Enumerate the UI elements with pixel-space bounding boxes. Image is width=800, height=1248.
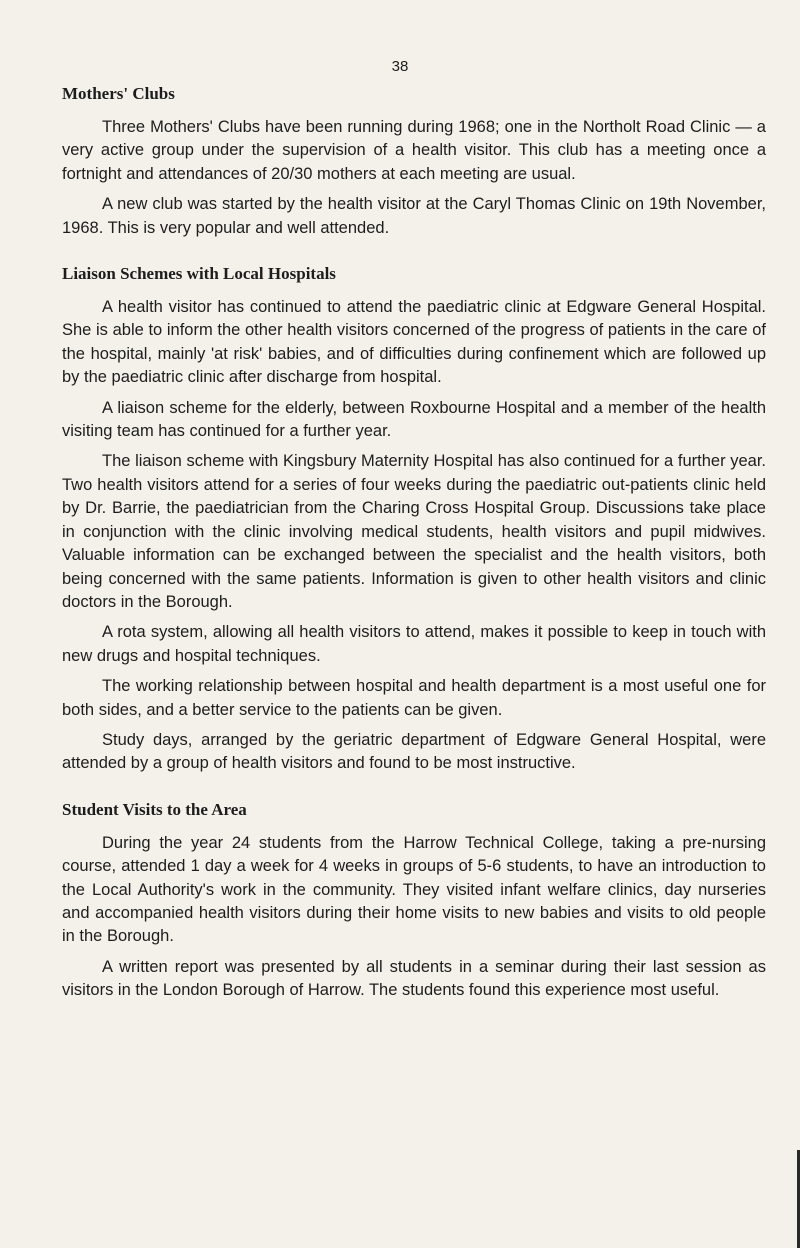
paragraph: Study days, arranged by the geriatric department of Edgware General Hospital, were attended by a group of health visitors and found to be most instructive.	[62, 730, 766, 773]
paragraph: A rota system, allowing all health visitors to attend, makes it possible to keep in touch with new drugs and hospital techniques.	[62, 623, 766, 665]
paragraph: A liaison scheme for the elderly, between Roxbourne Hospital and a member of the health visiting team has continued for a further year.	[62, 398, 766, 441]
section-heading: Student Visits to the Area	[62, 799, 247, 819]
paragraph: During the year 24 students from the Harrow Technical College, taking a pre-nursing course, attended 1 day a week for 4 weeks in groups of 5-6 students, to have an introduction to the Local Authority's work in the community. They visited infant welfare clinics, day nurseries and accompanied health visitors during their home visits to new babies and visits to old people in the Borough.	[62, 833, 766, 946]
section-student-visits	[62, 798, 766, 1003]
document-body	[62, 82, 766, 1025]
paragraph: A health visitor has continued to attend the paediatric clinic at Edgware General Hospital. She is able to inform the other health visitors concerned of the progress of patients in the care of the hospital, mainly 'at risk' babies, and of difficulties during confinement which are followed up by the paediatric clinic after discharge from hospital.	[62, 298, 766, 387]
section-mothers-clubs	[62, 82, 766, 240]
section-heading: Mothers' Clubs	[62, 84, 175, 103]
paragraph: A new club was started by the health visitor at the Caryl Thomas Clinic on 19th November, 1968. This is very popular and well attended.	[62, 195, 766, 237]
paragraph: A written report was presented by all students in a seminar during their last session as visitors in the London Borough of Harrow. The students found this experience most useful.	[62, 957, 766, 1000]
paragraph: Three Mothers' Clubs have been running during 1968; one in the Northolt Road Clinic — a very active group under the supervision of a health visitor. This club has a meeting once a fortnight and attendances of 20/30 mothers at each meeting are usual.	[62, 118, 766, 183]
page-number: 38	[391, 58, 409, 75]
section-heading: Liaison Schemes with Local Hospitals	[62, 264, 336, 284]
paragraph: The working relationship between hospital and health department is a most useful one for both sides, and a better service to the patients can be given.	[62, 677, 766, 719]
paragraph: The liaison scheme with Kingsbury Maternity Hospital has also continued for a further year. Two health visitors attend for a series of four weeks during the paediatric out-patients clinic held by Dr. Barrie, the paediatrician from the Charing Cross Hospital Group. Discussions take place in conjunction with the clinic involving medical students, health visitors and pupil midwives. Valuable information can be exchanged between the specialist and the health visitors, both being concerned with the same patients. Information is given to other health visitors and clinic doctors in the Borough.	[62, 452, 766, 611]
section-liaison-schemes	[62, 262, 766, 776]
